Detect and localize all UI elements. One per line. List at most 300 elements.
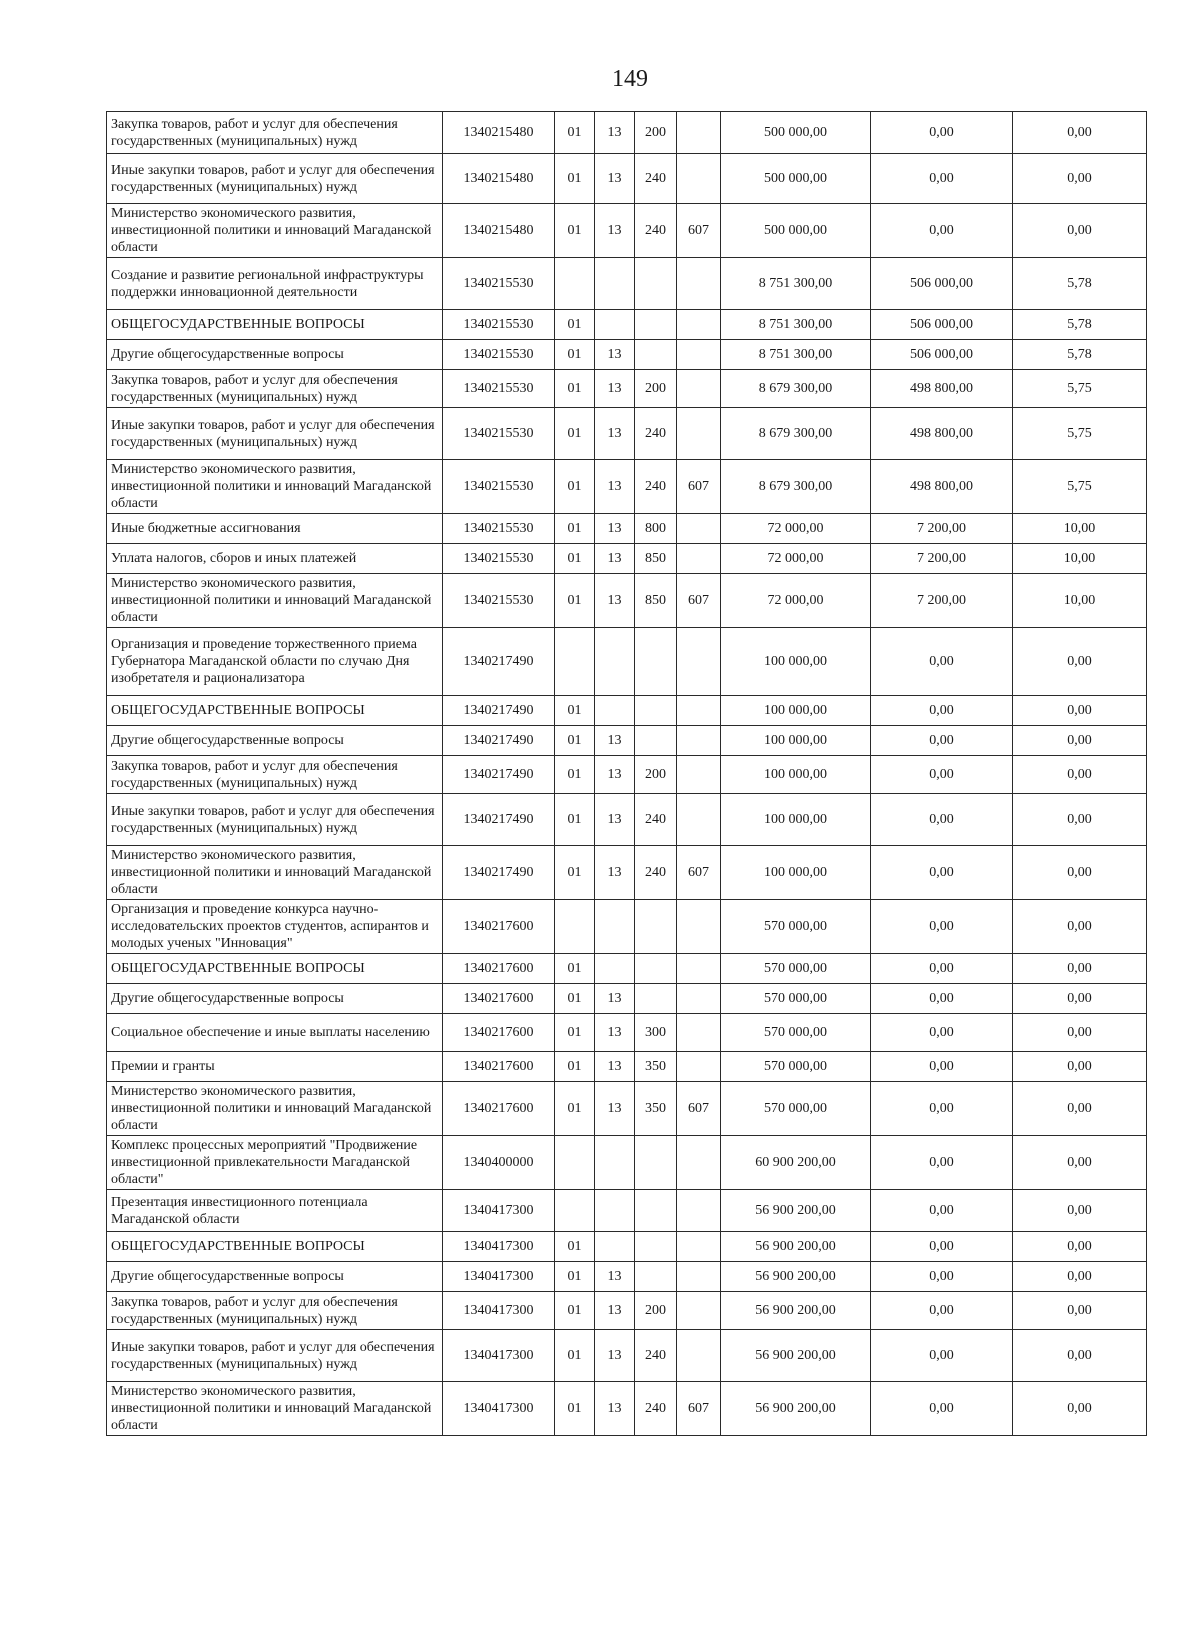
- executed-amount: 7 200,00: [871, 544, 1013, 574]
- table-row: [107, 900, 1147, 954]
- subsection-code: [595, 900, 635, 954]
- subsection-code: 13: [595, 1292, 635, 1330]
- row-name: Министерство экономического развития, инвестиционной политики и инноваций Магаданской области: [107, 574, 443, 628]
- subsection-code: 13: [595, 756, 635, 794]
- execution-percent: 0,00: [1013, 954, 1147, 984]
- section-code: 01: [555, 310, 595, 340]
- table-row: [107, 370, 1147, 408]
- table-row: [107, 204, 1147, 258]
- table-row: [107, 696, 1147, 726]
- executed-amount: 0,00: [871, 1052, 1013, 1082]
- executed-amount: 0,00: [871, 726, 1013, 756]
- target-article-code: 1340217490: [443, 726, 555, 756]
- row-name: Комплекс процессных мероприятий "Продвижение инвестиционной привлекательности Магаданской области": [107, 1136, 443, 1190]
- target-article-code: 1340215530: [443, 408, 555, 460]
- expense-type-code: 300: [635, 1014, 677, 1052]
- department-code: [677, 1262, 721, 1292]
- section-code: 01: [555, 204, 595, 258]
- department-code: [677, 154, 721, 204]
- table-row: [107, 1014, 1147, 1052]
- execution-percent: 0,00: [1013, 984, 1147, 1014]
- row-name: ОБЩЕГОСУДАРСТВЕННЫЕ ВОПРОСЫ: [107, 1232, 443, 1262]
- department-code: [677, 544, 721, 574]
- expense-type-code: 240: [635, 794, 677, 846]
- department-code: [677, 310, 721, 340]
- executed-amount: 7 200,00: [871, 514, 1013, 544]
- planned-amount: 8 751 300,00: [721, 310, 871, 340]
- executed-amount: 498 800,00: [871, 408, 1013, 460]
- department-code: 607: [677, 460, 721, 514]
- section-code: 01: [555, 340, 595, 370]
- expense-type-code: 200: [635, 370, 677, 408]
- expense-type-code: 850: [635, 544, 677, 574]
- table-row: [107, 726, 1147, 756]
- section-code: 01: [555, 460, 595, 514]
- executed-amount: 0,00: [871, 112, 1013, 154]
- subsection-code: 13: [595, 726, 635, 756]
- execution-percent: 0,00: [1013, 1292, 1147, 1330]
- expense-type-code: [635, 340, 677, 370]
- section-code: 01: [555, 1382, 595, 1436]
- section-code: 01: [555, 1292, 595, 1330]
- expense-type-code: 240: [635, 408, 677, 460]
- table-row: [107, 340, 1147, 370]
- executed-amount: 0,00: [871, 1082, 1013, 1136]
- department-code: [677, 340, 721, 370]
- row-name: Закупка товаров, работ и услуг для обеспечения государственных (муниципальных) нужд: [107, 370, 443, 408]
- expense-type-code: [635, 984, 677, 1014]
- table-row: [107, 1330, 1147, 1382]
- executed-amount: 0,00: [871, 954, 1013, 984]
- budget-table: [106, 111, 1147, 1436]
- target-article-code: 1340417300: [443, 1330, 555, 1382]
- row-name: Министерство экономического развития, инвестиционной политики и инноваций Магаданской области: [107, 1382, 443, 1436]
- executed-amount: 0,00: [871, 794, 1013, 846]
- row-name: Закупка товаров, работ и услуг для обеспечения государственных (муниципальных) нужд: [107, 756, 443, 794]
- table-row: [107, 1262, 1147, 1292]
- executed-amount: 0,00: [871, 154, 1013, 204]
- department-code: [677, 1052, 721, 1082]
- execution-percent: 0,00: [1013, 1232, 1147, 1262]
- execution-percent: 0,00: [1013, 1190, 1147, 1232]
- page-number: 149: [612, 66, 648, 92]
- table-row: [107, 544, 1147, 574]
- target-article-code: 1340215530: [443, 574, 555, 628]
- table-row: [107, 1232, 1147, 1262]
- department-code: [677, 370, 721, 408]
- planned-amount: 8 751 300,00: [721, 258, 871, 310]
- executed-amount: 0,00: [871, 628, 1013, 696]
- table-row: [107, 408, 1147, 460]
- department-code: [677, 1292, 721, 1330]
- target-article-code: 1340417300: [443, 1232, 555, 1262]
- executed-amount: 0,00: [871, 1190, 1013, 1232]
- expense-type-code: [635, 1232, 677, 1262]
- subsection-code: [595, 1190, 635, 1232]
- subsection-code: 13: [595, 1330, 635, 1382]
- subsection-code: 13: [595, 204, 635, 258]
- expense-type-code: [635, 1190, 677, 1232]
- department-code: [677, 726, 721, 756]
- row-name: Другие общегосударственные вопросы: [107, 726, 443, 756]
- planned-amount: 570 000,00: [721, 1082, 871, 1136]
- planned-amount: 500 000,00: [721, 204, 871, 258]
- table-row: [107, 1082, 1147, 1136]
- executed-amount: 0,00: [871, 696, 1013, 726]
- row-name: Министерство экономического развития, инвестиционной политики и инноваций Магаданской области: [107, 1082, 443, 1136]
- expense-type-code: [635, 726, 677, 756]
- expense-type-code: 350: [635, 1052, 677, 1082]
- planned-amount: 8 679 300,00: [721, 370, 871, 408]
- execution-percent: 10,00: [1013, 544, 1147, 574]
- expense-type-code: [635, 696, 677, 726]
- table-row: [107, 1382, 1147, 1436]
- executed-amount: 0,00: [871, 204, 1013, 258]
- expense-type-code: [635, 954, 677, 984]
- expense-type-code: 350: [635, 1082, 677, 1136]
- executed-amount: 0,00: [871, 1262, 1013, 1292]
- execution-percent: 0,00: [1013, 1382, 1147, 1436]
- target-article-code: 1340217490: [443, 696, 555, 726]
- execution-percent: 0,00: [1013, 1136, 1147, 1190]
- section-code: 01: [555, 1330, 595, 1382]
- section-code: [555, 628, 595, 696]
- department-code: 607: [677, 574, 721, 628]
- executed-amount: 0,00: [871, 1330, 1013, 1382]
- subsection-code: [595, 954, 635, 984]
- table-row: [107, 1052, 1147, 1082]
- expense-type-code: [635, 258, 677, 310]
- execution-percent: 0,00: [1013, 900, 1147, 954]
- expense-type-code: [635, 1262, 677, 1292]
- table-row: [107, 1136, 1147, 1190]
- table-row: [107, 460, 1147, 514]
- executed-amount: 0,00: [871, 1136, 1013, 1190]
- expense-type-code: 200: [635, 756, 677, 794]
- subsection-code: 13: [595, 984, 635, 1014]
- section-code: 01: [555, 696, 595, 726]
- expense-type-code: [635, 628, 677, 696]
- section-code: 01: [555, 794, 595, 846]
- target-article-code: 1340400000: [443, 1136, 555, 1190]
- subsection-code: 13: [595, 1014, 635, 1052]
- row-name: Другие общегосударственные вопросы: [107, 1262, 443, 1292]
- planned-amount: 100 000,00: [721, 628, 871, 696]
- subsection-code: [595, 628, 635, 696]
- department-code: [677, 984, 721, 1014]
- planned-amount: 72 000,00: [721, 574, 871, 628]
- target-article-code: 1340215530: [443, 370, 555, 408]
- row-name: Организация и проведение конкурса научно-исследовательских проектов студентов, аспирантов и молодых ученых "Инновация": [107, 900, 443, 954]
- department-code: [677, 756, 721, 794]
- section-code: 01: [555, 1232, 595, 1262]
- execution-percent: 0,00: [1013, 756, 1147, 794]
- planned-amount: 570 000,00: [721, 900, 871, 954]
- expense-type-code: 240: [635, 154, 677, 204]
- planned-amount: 72 000,00: [721, 514, 871, 544]
- execution-percent: 0,00: [1013, 154, 1147, 204]
- section-code: 01: [555, 112, 595, 154]
- execution-percent: 0,00: [1013, 726, 1147, 756]
- table-row: [107, 1292, 1147, 1330]
- subsection-code: 13: [595, 1082, 635, 1136]
- section-code: 01: [555, 1262, 595, 1292]
- row-name: Социальное обеспечение и иные выплаты населению: [107, 1014, 443, 1052]
- section-code: 01: [555, 1082, 595, 1136]
- department-code: [677, 954, 721, 984]
- execution-percent: 0,00: [1013, 846, 1147, 900]
- subsection-code: [595, 1232, 635, 1262]
- expense-type-code: 240: [635, 1382, 677, 1436]
- table-row: [107, 954, 1147, 984]
- table-row: [107, 1190, 1147, 1232]
- executed-amount: 0,00: [871, 756, 1013, 794]
- row-name: Другие общегосударственные вопросы: [107, 984, 443, 1014]
- subsection-code: 13: [595, 794, 635, 846]
- expense-type-code: 240: [635, 846, 677, 900]
- target-article-code: 1340215530: [443, 514, 555, 544]
- row-name: Иные закупки товаров, работ и услуг для обеспечения государственных (муниципальных) нужд: [107, 154, 443, 204]
- department-code: [677, 1190, 721, 1232]
- execution-percent: 0,00: [1013, 204, 1147, 258]
- department-code: [677, 900, 721, 954]
- execution-percent: 0,00: [1013, 1014, 1147, 1052]
- department-code: 607: [677, 1382, 721, 1436]
- department-code: [677, 408, 721, 460]
- subsection-code: [595, 696, 635, 726]
- section-code: [555, 1190, 595, 1232]
- department-code: [677, 1136, 721, 1190]
- row-name: Организация и проведение торжественного приема Губернатора Магаданской области по случаю Дня изобретателя и рационализатора: [107, 628, 443, 696]
- table-row: [107, 514, 1147, 544]
- executed-amount: 0,00: [871, 1014, 1013, 1052]
- planned-amount: 56 900 200,00: [721, 1382, 871, 1436]
- planned-amount: 56 900 200,00: [721, 1292, 871, 1330]
- executed-amount: 498 800,00: [871, 460, 1013, 514]
- subsection-code: [595, 310, 635, 340]
- execution-percent: 5,75: [1013, 460, 1147, 514]
- planned-amount: 56 900 200,00: [721, 1262, 871, 1292]
- planned-amount: 60 900 200,00: [721, 1136, 871, 1190]
- table-row: [107, 628, 1147, 696]
- subsection-code: 13: [595, 340, 635, 370]
- executed-amount: 0,00: [871, 984, 1013, 1014]
- target-article-code: 1340215530: [443, 310, 555, 340]
- table-row: [107, 574, 1147, 628]
- execution-percent: 0,00: [1013, 112, 1147, 154]
- planned-amount: 570 000,00: [721, 1052, 871, 1082]
- row-name: Уплата налогов, сборов и иных платежей: [107, 544, 443, 574]
- target-article-code: 1340217490: [443, 846, 555, 900]
- target-article-code: 1340417300: [443, 1292, 555, 1330]
- subsection-code: 13: [595, 408, 635, 460]
- table-row: [107, 258, 1147, 310]
- row-name: Министерство экономического развития, инвестиционной политики и инноваций Магаданской области: [107, 204, 443, 258]
- executed-amount: 0,00: [871, 846, 1013, 900]
- target-article-code: 1340215530: [443, 340, 555, 370]
- target-article-code: 1340217490: [443, 756, 555, 794]
- section-code: 01: [555, 1052, 595, 1082]
- planned-amount: 56 900 200,00: [721, 1190, 871, 1232]
- executed-amount: 0,00: [871, 1292, 1013, 1330]
- row-name: Министерство экономического развития, инвестиционной политики и инноваций Магаданской области: [107, 846, 443, 900]
- table-row: [107, 984, 1147, 1014]
- row-name: Министерство экономического развития, инвестиционной политики и инноваций Магаданской области: [107, 460, 443, 514]
- table-row: [107, 756, 1147, 794]
- execution-percent: 0,00: [1013, 1262, 1147, 1292]
- row-name: Другие общегосударственные вопросы: [107, 340, 443, 370]
- row-name: ОБЩЕГОСУДАРСТВЕННЫЕ ВОПРОСЫ: [107, 310, 443, 340]
- row-name: Презентация инвестиционного потенциала Магаданской области: [107, 1190, 443, 1232]
- subsection-code: 13: [595, 154, 635, 204]
- row-name: Премии и гранты: [107, 1052, 443, 1082]
- planned-amount: 500 000,00: [721, 154, 871, 204]
- executed-amount: 0,00: [871, 1232, 1013, 1262]
- department-code: [677, 1330, 721, 1382]
- department-code: [677, 514, 721, 544]
- expense-type-code: 200: [635, 1292, 677, 1330]
- row-name: Иные закупки товаров, работ и услуг для обеспечения государственных (муниципальных) нужд: [107, 1330, 443, 1382]
- target-article-code: 1340217600: [443, 1014, 555, 1052]
- target-article-code: 1340217600: [443, 1082, 555, 1136]
- planned-amount: 8 751 300,00: [721, 340, 871, 370]
- row-name: ОБЩЕГОСУДАРСТВЕННЫЕ ВОПРОСЫ: [107, 954, 443, 984]
- subsection-code: 13: [595, 574, 635, 628]
- planned-amount: 56 900 200,00: [721, 1232, 871, 1262]
- executed-amount: 7 200,00: [871, 574, 1013, 628]
- target-article-code: 1340217490: [443, 794, 555, 846]
- planned-amount: 570 000,00: [721, 1014, 871, 1052]
- target-article-code: 1340417300: [443, 1190, 555, 1232]
- table-row: [107, 154, 1147, 204]
- target-article-code: 1340215480: [443, 154, 555, 204]
- section-code: 01: [555, 984, 595, 1014]
- section-code: 01: [555, 954, 595, 984]
- row-name: Иные закупки товаров, работ и услуг для обеспечения государственных (муниципальных) нужд: [107, 408, 443, 460]
- planned-amount: 100 000,00: [721, 756, 871, 794]
- subsection-code: 13: [595, 112, 635, 154]
- expense-type-code: 800: [635, 514, 677, 544]
- subsection-code: 13: [595, 846, 635, 900]
- section-code: 01: [555, 544, 595, 574]
- execution-percent: 0,00: [1013, 1330, 1147, 1382]
- expense-type-code: 240: [635, 1330, 677, 1382]
- department-code: [677, 258, 721, 310]
- department-code: [677, 794, 721, 846]
- row-name: Закупка товаров, работ и услуг для обеспечения государственных (муниципальных) нужд: [107, 1292, 443, 1330]
- section-code: [555, 900, 595, 954]
- executed-amount: 506 000,00: [871, 258, 1013, 310]
- subsection-code: 13: [595, 1382, 635, 1436]
- executed-amount: 506 000,00: [871, 310, 1013, 340]
- row-name: Закупка товаров, работ и услуг для обеспечения государственных (муниципальных) нужд: [107, 112, 443, 154]
- execution-percent: 0,00: [1013, 1082, 1147, 1136]
- department-code: 607: [677, 1082, 721, 1136]
- row-name: Иные закупки товаров, работ и услуг для обеспечения государственных (муниципальных) нужд: [107, 794, 443, 846]
- department-code: 607: [677, 204, 721, 258]
- execution-percent: 10,00: [1013, 514, 1147, 544]
- section-code: 01: [555, 846, 595, 900]
- target-article-code: 1340217600: [443, 984, 555, 1014]
- table-body: [107, 112, 1147, 1436]
- planned-amount: 100 000,00: [721, 696, 871, 726]
- subsection-code: 13: [595, 544, 635, 574]
- target-article-code: 1340217490: [443, 628, 555, 696]
- table-row: [107, 112, 1147, 154]
- table-row: [107, 846, 1147, 900]
- section-code: [555, 1136, 595, 1190]
- target-article-code: 1340417300: [443, 1382, 555, 1436]
- executed-amount: 0,00: [871, 1382, 1013, 1436]
- planned-amount: 100 000,00: [721, 726, 871, 756]
- section-code: 01: [555, 726, 595, 756]
- expense-type-code: 240: [635, 460, 677, 514]
- execution-percent: 10,00: [1013, 574, 1147, 628]
- expense-type-code: 200: [635, 112, 677, 154]
- execution-percent: 5,78: [1013, 340, 1147, 370]
- department-code: [677, 696, 721, 726]
- expense-type-code: 850: [635, 574, 677, 628]
- execution-percent: 5,78: [1013, 258, 1147, 310]
- row-name: Иные бюджетные ассигнования: [107, 514, 443, 544]
- execution-percent: 0,00: [1013, 628, 1147, 696]
- planned-amount: 570 000,00: [721, 954, 871, 984]
- execution-percent: 0,00: [1013, 696, 1147, 726]
- table-row: [107, 794, 1147, 846]
- row-name: Создание и развитие региональной инфраструктуры поддержки инновационной деятельности: [107, 258, 443, 310]
- table-row: [107, 310, 1147, 340]
- target-article-code: 1340215480: [443, 112, 555, 154]
- subsection-code: 13: [595, 1262, 635, 1292]
- expense-type-code: 240: [635, 204, 677, 258]
- target-article-code: 1340215480: [443, 204, 555, 258]
- execution-percent: 0,00: [1013, 794, 1147, 846]
- planned-amount: 100 000,00: [721, 846, 871, 900]
- subsection-code: 13: [595, 514, 635, 544]
- executed-amount: 0,00: [871, 900, 1013, 954]
- row-name: ОБЩЕГОСУДАРСТВЕННЫЕ ВОПРОСЫ: [107, 696, 443, 726]
- target-article-code: 1340215530: [443, 258, 555, 310]
- target-article-code: 1340215530: [443, 460, 555, 514]
- target-article-code: 1340217600: [443, 900, 555, 954]
- department-code: 607: [677, 846, 721, 900]
- subsection-code: [595, 1136, 635, 1190]
- section-code: [555, 258, 595, 310]
- subsection-code: 13: [595, 370, 635, 408]
- planned-amount: 72 000,00: [721, 544, 871, 574]
- section-code: 01: [555, 1014, 595, 1052]
- executed-amount: 498 800,00: [871, 370, 1013, 408]
- target-article-code: 1340417300: [443, 1262, 555, 1292]
- expense-type-code: [635, 1136, 677, 1190]
- planned-amount: 100 000,00: [721, 794, 871, 846]
- expense-type-code: [635, 900, 677, 954]
- subsection-code: 13: [595, 1052, 635, 1082]
- department-code: [677, 1232, 721, 1262]
- execution-percent: 5,78: [1013, 310, 1147, 340]
- department-code: [677, 628, 721, 696]
- execution-percent: 5,75: [1013, 370, 1147, 408]
- target-article-code: 1340217600: [443, 954, 555, 984]
- planned-amount: 56 900 200,00: [721, 1330, 871, 1382]
- planned-amount: 8 679 300,00: [721, 460, 871, 514]
- execution-percent: 5,75: [1013, 408, 1147, 460]
- planned-amount: 500 000,00: [721, 112, 871, 154]
- execution-percent: 0,00: [1013, 1052, 1147, 1082]
- section-code: 01: [555, 408, 595, 460]
- subsection-code: 13: [595, 460, 635, 514]
- expense-type-code: [635, 310, 677, 340]
